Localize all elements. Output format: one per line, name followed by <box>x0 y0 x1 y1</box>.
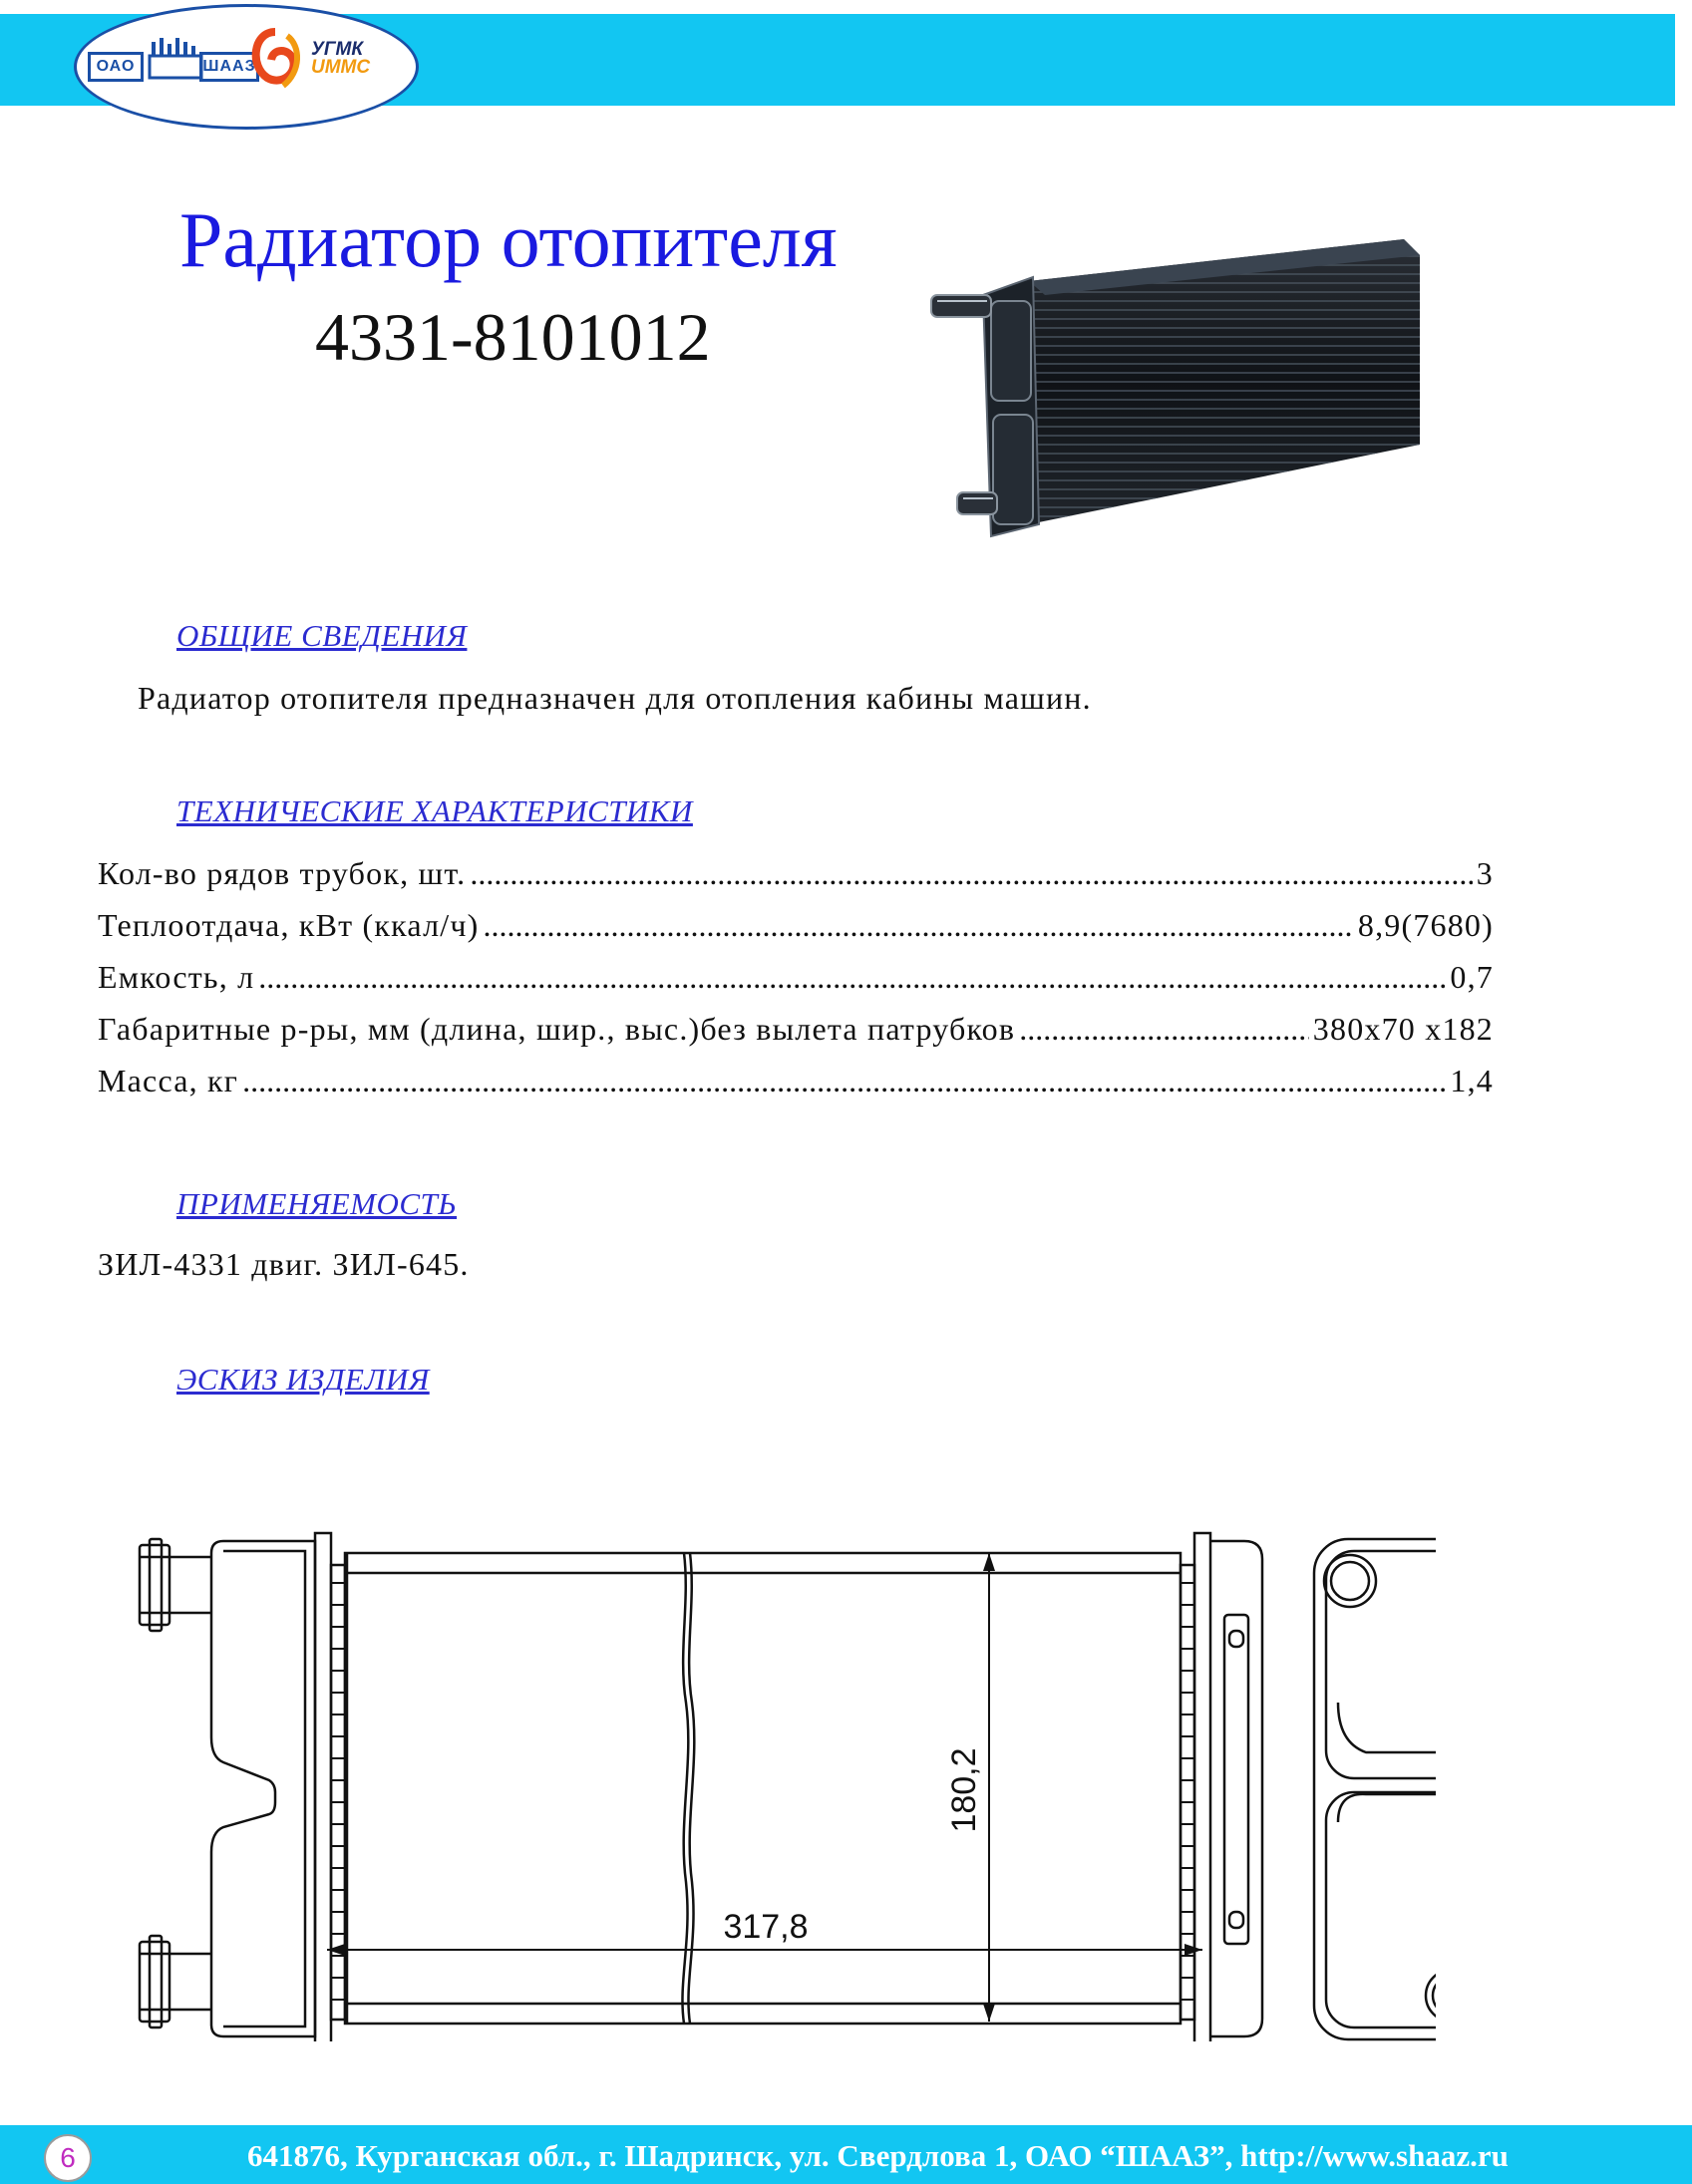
page-number: 6 <box>44 2134 92 2182</box>
heading-applicability: ПРИМЕНЯЕМОСТЬ <box>176 1186 458 1221</box>
spec-row <box>98 907 1494 947</box>
applicability-text: ЗИЛ-4331 двиг. ЗИЛ-645. <box>98 1246 470 1282</box>
footer-address: 641876, Курганская обл., г. Шадринск, ул. Свердлова 1, ОАО “ШААЗ”, http://www.shaaz.ru <box>247 2138 1509 2173</box>
dimension-width-label: 317,8 <box>723 1908 809 1946</box>
product-photo <box>917 225 1436 544</box>
factory-logo-icon <box>148 34 203 80</box>
spec-value: 8,9(7680) <box>1357 907 1494 943</box>
page-title: Радиатор отопителя <box>179 196 838 283</box>
spec-value: 1,4 <box>1450 1063 1494 1098</box>
spec-label: Габаритные р-ры, мм (длина, шир., выс.)без вылета патрубков <box>98 1011 1016 1047</box>
spec-value: 3 <box>1476 855 1494 891</box>
part-number: 4331-8101012 <box>315 299 711 375</box>
spec-value: 0,7 <box>1450 959 1494 995</box>
spec-value: 380х70 х182 <box>1312 1011 1494 1047</box>
general-info-text: Радиатор отопителя предназначен для отопления кабины машин. <box>138 680 1092 716</box>
spec-row <box>98 855 1494 895</box>
spec-label: Емкость, л <box>98 959 255 995</box>
spec-label: Теплоотдача, кВт (ккал/ч) <box>98 907 480 943</box>
logo-suffix: ШААЗ <box>199 52 259 82</box>
logo-ugmk-text: УГМК <box>311 39 364 60</box>
logo-prefix: ОАО <box>88 52 144 82</box>
spec-leader-dots <box>258 959 1446 996</box>
heading-specs: ТЕХНИЧЕСКИЕ ХАРАКТЕРИСТИКИ <box>176 793 693 828</box>
heading-general-info: ОБЩИЕ СВЕДЕНИЯ <box>176 618 468 653</box>
spec-row <box>98 1011 1494 1051</box>
spec-leader-dots <box>484 907 1354 944</box>
spec-row <box>98 959 1494 999</box>
spec-label: Масса, кг <box>98 1063 239 1098</box>
spec-row <box>98 1063 1494 1102</box>
spec-leader-dots <box>1019 1011 1309 1048</box>
product-sketch <box>120 1523 1436 2041</box>
spec-label: Кол-во рядов трубок, шт. <box>98 855 467 891</box>
dimension-height-label: 180,2 <box>945 1747 983 1833</box>
logo-ummc-text: UMMC <box>311 57 371 78</box>
heading-sketch: ЭСКИЗ ИЗДЕЛИЯ <box>176 1362 430 1397</box>
spec-leader-dots <box>470 855 1472 892</box>
ugmk-spiral-icon <box>247 26 303 96</box>
spec-leader-dots <box>242 1063 1446 1099</box>
